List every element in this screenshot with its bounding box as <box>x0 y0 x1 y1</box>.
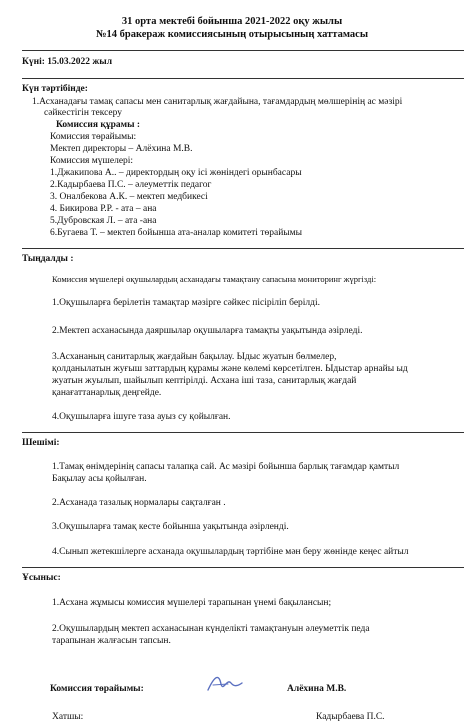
signature-secretary-label: Хатшы: <box>52 712 84 722</box>
signature-secretary-name: Кадырбаева П.С. <box>316 712 385 722</box>
member-item: 4. Бикирова Р.Р. - ата – ана <box>50 204 157 214</box>
header-line-1: 31 орта мектебі бойынша 2021-2022 оқу жылы <box>121 16 343 27</box>
member-item: 3. Оналбекова А.К. – мектеп медбикесі <box>50 192 208 202</box>
listened-item: 4.Оқушыларға ішуге таза ауыз су қойылған. <box>52 412 231 422</box>
header-line-2: №14 бракераж комиссиясының отырысының хаттамасы <box>95 29 369 40</box>
listened-item-cont: жуатын жуылып, шайылып кептірілді. Асхана іші таза, санитарлық жағдай <box>52 376 357 386</box>
proposal-heading: Ұсыныс: <box>22 573 61 583</box>
member-item: 2.Кадырбаева П.С. – әлеуметтік педагог <box>50 180 212 190</box>
listened-item: 2.Мектеп асханасында даяршылар оқушыларға тамақты уақытында әзірледі. <box>52 326 363 336</box>
members-label: Комиссия мүшелері: <box>50 156 134 166</box>
decided-item: 4.Сынып жетекшілерге асханада оқушылардың тәртібіне мән беру жөнінде кеңес айтыл <box>52 547 409 557</box>
signature-chair-name: Алёхина М.В. <box>287 684 347 694</box>
divider <box>22 248 464 249</box>
divider <box>22 50 464 51</box>
decided-heading: Шешімі: <box>22 438 60 448</box>
proposal-item: 1.Асхана жұмысы комиссия мүшелері тарапынан үнемі бақылансын; <box>52 598 332 608</box>
decided-item: 2.Асханада тазалық нормалары сақталған . <box>52 498 226 508</box>
listened-item-cont: қанағаттанарлық деңгейде. <box>52 388 162 398</box>
agenda-item-1: 1.Асханадағы тамақ сапасы мен санитарлық жағдайына, тағамдардың мөлшерінің ас мәзірі <box>32 97 403 107</box>
handwritten-signature <box>204 671 244 695</box>
listened-item: 1.Оқушыларға берілетін тамақтар мәзірге сәйкес пісіріліп берілді. <box>52 298 321 308</box>
chair: Мектеп директоры – Алёхина М.В. <box>50 144 193 154</box>
listened-heading: Тыңдалды : <box>22 254 74 264</box>
proposal-item: 2.Оқушылардың мектеп асханасынан күнделікті тамақтануын әлеуметтік педа <box>52 624 370 634</box>
chair-label: Комиссия төрайымы: <box>50 132 137 142</box>
decided-item-cont: Бақылау асы қойылған. <box>52 474 147 484</box>
divider <box>22 432 464 433</box>
decided-item: 3.Оқушыларға тамақ кесте бойынша уақытында әзірленді. <box>52 522 289 532</box>
agenda-heading: Күн тәртібінде: <box>22 84 88 94</box>
commission-heading: Комиссия құрамы : <box>56 120 141 130</box>
signature-chair-label: Комиссия төрайымы: <box>50 684 144 694</box>
listened-intro: Комиссия мүшелері оқушылардың асханадағы тамақтану сапасына мониторинг жүргізді: <box>52 274 377 284</box>
member-item: 6.Бугаева Т. – мектеп бойынша ата-аналар комитеті төрайымы <box>50 228 303 238</box>
divider <box>22 567 464 568</box>
proposal-item-cont: тарапынан жалғасын тапсын. <box>52 636 171 646</box>
date: Күні: 15.03.2022 жыл <box>22 57 113 67</box>
member-item: 1.Джакипова А.. – директордың оқу ісі жөніндегі орынбасары <box>50 168 302 178</box>
member-item: 5.Дубровская Л. – ата -ана <box>50 216 157 226</box>
divider <box>22 78 464 79</box>
listened-item: 3.Асхананың санитарлық жағдайын бақылау. Ыдыс жуатын бөлмелер, <box>52 352 337 362</box>
decided-item: 1.Тамақ өнімдерінің сапасы талапқа сай. Ас мәзірі бойынша барлық тағамдар қамтыл <box>52 462 400 472</box>
listened-item-cont: қолданылатын жуғыш заттардың құрамы және көлемі көрсетілген. Ыдыстар арнайы ыд <box>52 364 408 374</box>
agenda-item-1-cont: сәйкестігін тексеру <box>44 108 123 118</box>
